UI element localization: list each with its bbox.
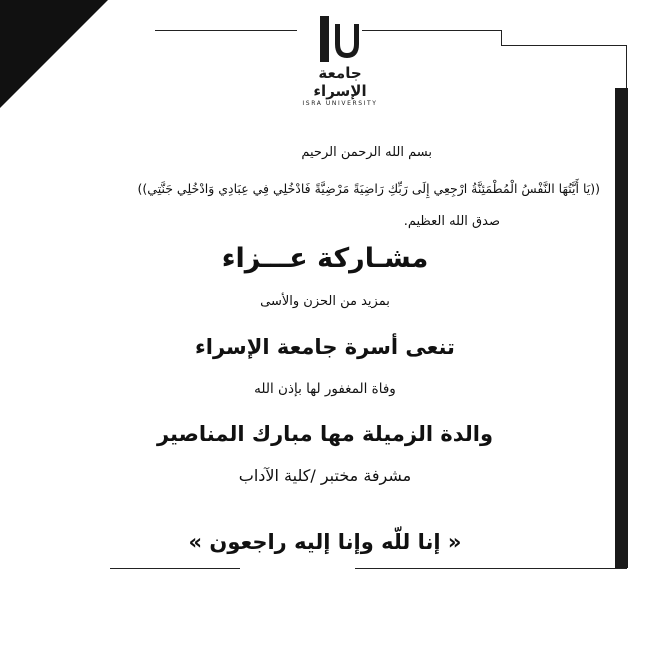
colleague-role: مشرفة مختبر /كلية الآداب <box>238 466 412 485</box>
frame-right-upper-line <box>626 45 627 90</box>
relation-name: والدة الزميلة مها مبارك المناصير <box>156 422 494 446</box>
family-announcement: تنعى أسرة جامعة الإسراء <box>195 335 455 359</box>
condolence-heading: مشـاركة عـــزاء <box>221 243 429 274</box>
sadaq-text: صدق الله العظيم. <box>403 214 500 229</box>
deceased-line: وفاة المغفور لها بإذن الله <box>254 381 396 397</box>
quran-verse: ((يَا أَيَّتُهَا النَّفْسُ الْمُطْمَئِنَّةُ ارْجِعِي إِلَى رَبِّكِ رَاضِيَةً مَرْضِيَّةً فَادْخُلِي فِي عِبَادِي وَادْخُلِي جَنَّتِي)) <box>137 181 600 196</box>
corner-triangle-decoration <box>0 0 108 108</box>
iu-monogram-icon <box>318 14 362 64</box>
university-logo <box>290 14 390 107</box>
frame-right-notch <box>501 30 502 45</box>
frame-right-thick-bar <box>615 88 628 568</box>
frame-bottom-right-line <box>355 568 627 569</box>
basmala-text: بسم الله الرحمن الرحيم <box>301 145 432 160</box>
closing-phrase: « إنا للّه وإنا إليه راجعون » <box>188 530 462 554</box>
frame-right-connector <box>501 45 627 46</box>
frame-top-left-line <box>155 30 297 31</box>
logo-arabic-name: جامعة الإسراء <box>313 64 367 100</box>
logo-english-name: ISRA UNIVERSITY <box>302 100 378 107</box>
intro-text: بمزيد من الحزن والأسى <box>260 294 390 309</box>
frame-bottom-left-line <box>110 568 240 569</box>
